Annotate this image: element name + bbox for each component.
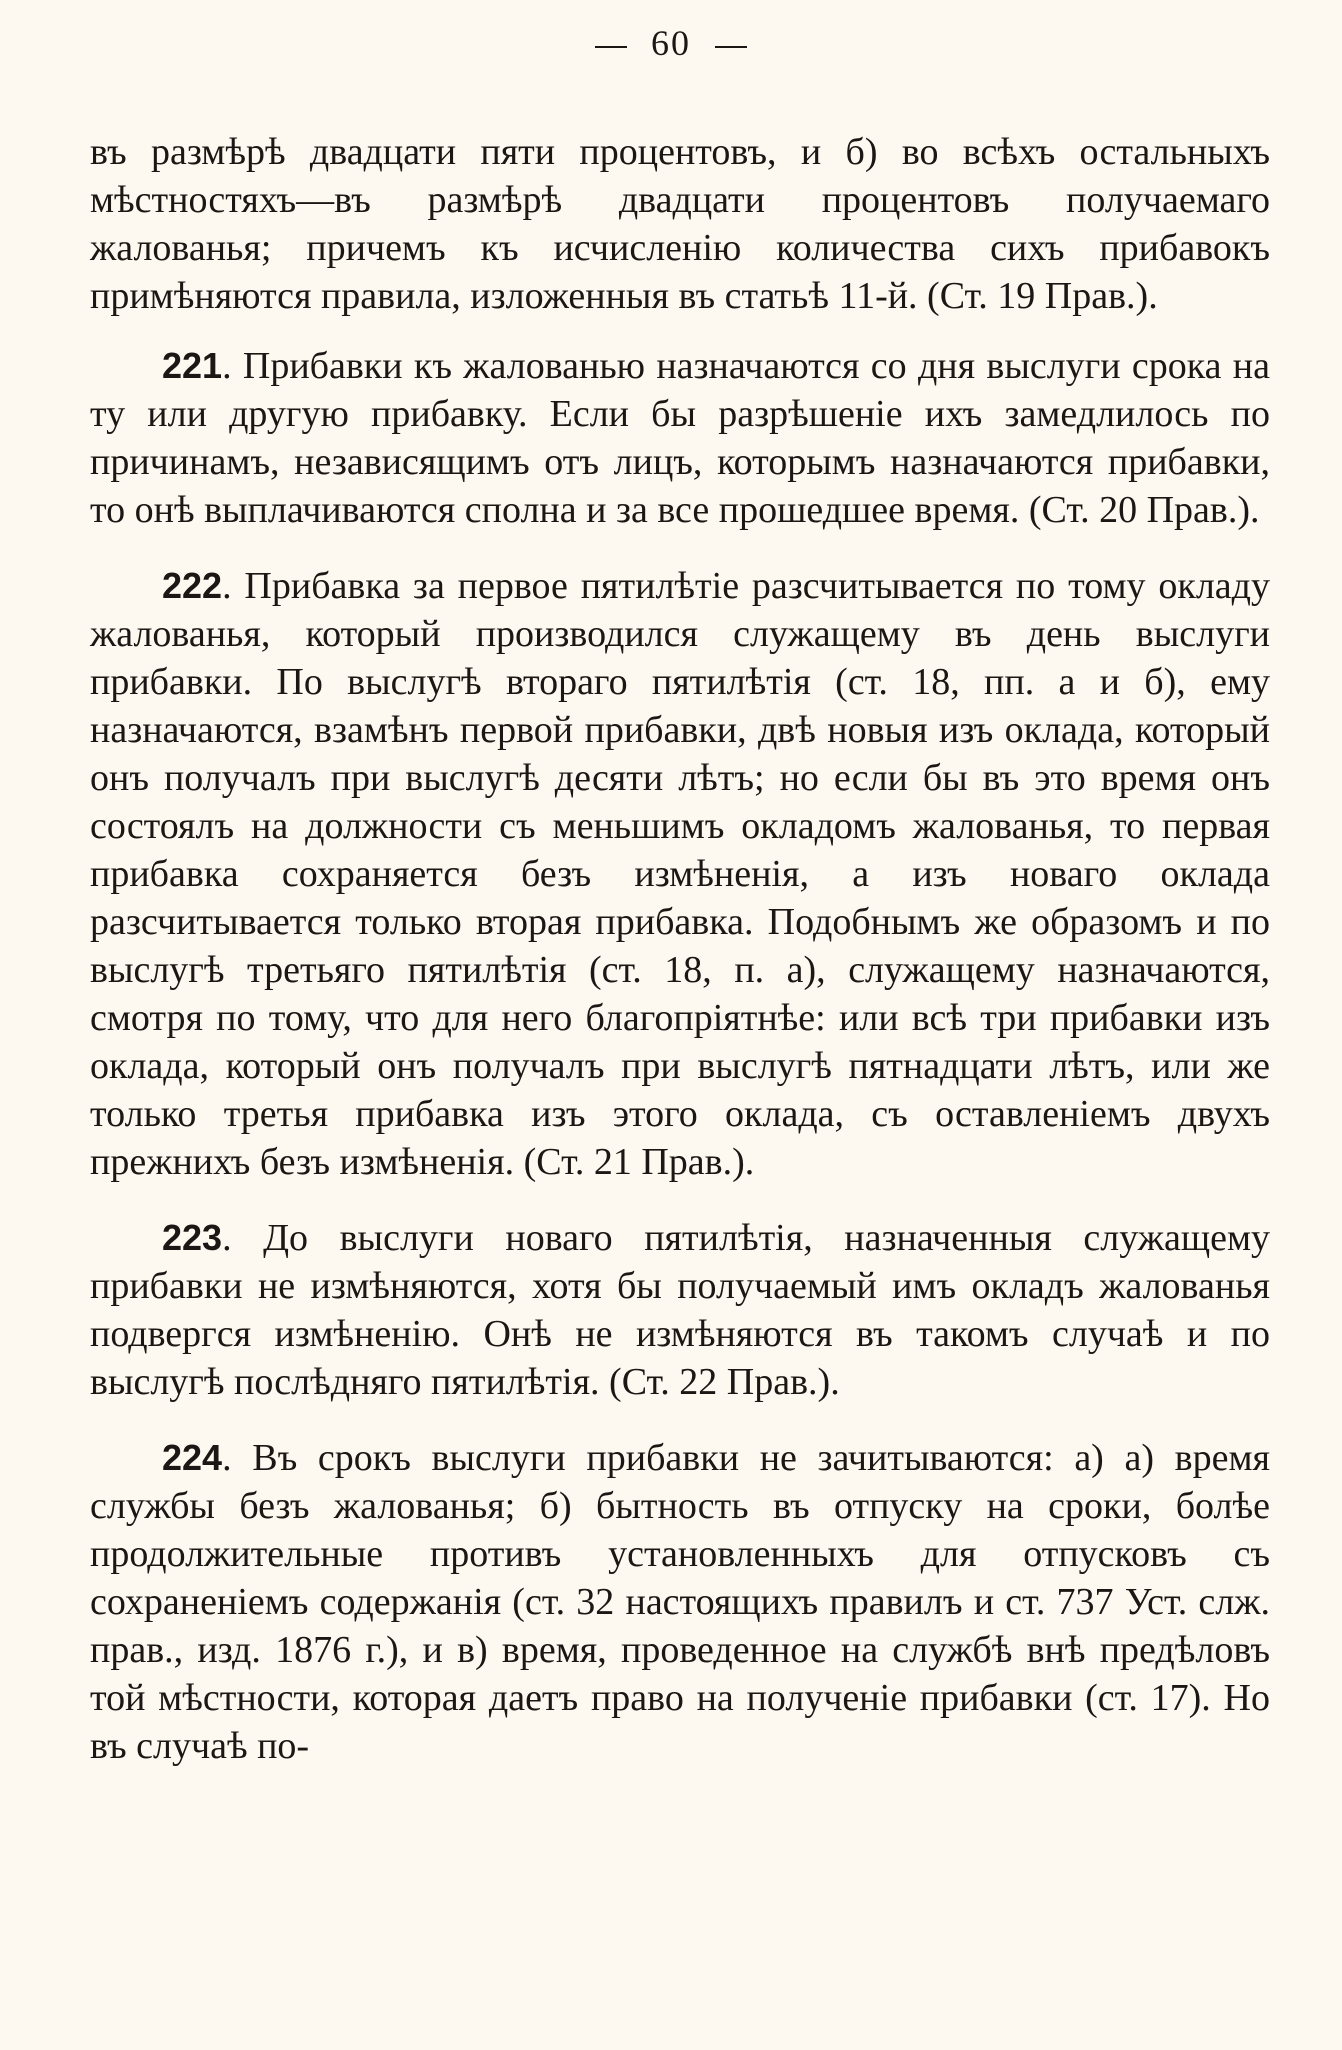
page-number: 60 [651, 23, 691, 63]
article-text: Прибавки къ жалованью назначаются со дня выслуги срока на ту или другую прибавку. Если бы разрѣшеніе ихъ замедлилось по причинамъ, независящимъ отъ лицъ, которымъ назначаются прибавки, то онѣ выплачиваются сполна и за все прошедшее время. (Ст. 20 Прав.). [90, 345, 1270, 531]
continuation-paragraph [90, 128, 1270, 320]
article-221: 221. Прибавки къ жалованью назначаются со дня выслуги срока на ту или другую прибавку. Если бы разрѣшеніе ихъ замедлилось по причинамъ, независящимъ отъ лицъ, которымъ назначаются прибавки, то онѣ выплачиваются сполна и за все прошедшее время. (Ст. 20 Прав.). [90, 345, 1270, 531]
article-number: 224 [162, 1437, 223, 1478]
article-223: 223. До выслуги новаго пятилѣтія, назначенныя служащему прибавки не измѣняются, хотя бы получаемый имъ окладъ жалованья подвергся измѣненію. Онѣ не измѣняются въ такомъ случаѣ и по выслугѣ послѣдняго пятилѣтія. (Ст. 22 Прав.). [90, 1217, 1271, 1403]
continuation-text: въ размѣрѣ двадцати пяти процентовъ, и б) во всѣхъ остальныхъ мѣстностяхъ—въ размѣрѣ двадцати процентовъ получаемаго жалованья; причемъ къ исчисленію количества сихъ прибавокъ примѣняются правила, изложенныя въ статьѣ 11-й. (Ст. 19 Прав.). [90, 131, 1270, 317]
article-text: Въ срокъ выслуги прибавки не зачитываются: а) а) время службы безъ жалованья; б) бытность въ отпуску на сроки, болѣе продолжительные противъ установленныхъ для отпусковъ съ сохраненіемъ содержанія (ст. 32 настоящихъ правилъ и ст. 737 Уст. слж. прав., изд. 1876 г.), и в) время, проведенное на службѣ внѣ предѣловъ той мѣстности, которая даетъ право на полученіе прибавки (ст. 17). Но въ случаѣ по- [90, 1437, 1271, 1767]
article-number: 222 [162, 565, 223, 606]
article-text: Прибавка за первое пятилѣтіе разсчитывается по тому окладу жалованья, который производился служащему въ день выслуги прибавки. По выслугѣ втораго пятилѣтія (ст. 18, пп. а и б), ему назначаются, взамѣнъ первой прибавки, двѣ новыя изъ оклада, который онъ получалъ при выслугѣ десяти лѣтъ; но если бы въ это время онъ состоялъ на должности съ меньшимъ окладомъ жалованья, то первая прибавка сохраняется безъ измѣненія, а изъ новаго оклада разсчитывается только вторая прибавка. Подобнымъ же образомъ и по выслугѣ третьяго пятилѣтія (ст. 18, п. а), служащему назначаются, смотря по тому, что для него благопріятнѣе: или всѣ три прибавки изъ оклада, который онъ получалъ при выслугѣ пятнадцати лѣтъ, или же только третья прибавка изъ этого оклада, съ оставленіемъ двухъ прежнихъ безъ измѣненія. (Ст. 21 Прав.). [90, 565, 1270, 1183]
article-224: 224. Въ срокъ выслуги прибавки не зачитываются: а) а) время службы безъ жалованья; б) бытность въ отпуску на сроки, болѣе продолжительные противъ установленныхъ для отпусковъ съ сохраненіемъ содержанія (ст. 32 настоящихъ правилъ и ст. 737 Уст. слж. прав., изд. 1876 г.), и в) время, проведенное на службѣ внѣ предѣловъ той мѣстности, которая даетъ право на полученіе прибавки (ст. 17). Но въ случаѣ по- [90, 1437, 1271, 1767]
body-text [90, 128, 1270, 1798]
article-number: 223 [162, 1217, 223, 1258]
article-text: До выслуги новаго пятилѣтія, назначенныя служащему прибавки не измѣняются, хотя бы получаемый имъ окладъ жалованья подвергся измѣненію. Онѣ не измѣняются въ такомъ случаѣ и по выслугѣ послѣдняго пятилѣтія. (Ст. 22 Прав.). [90, 1217, 1271, 1403]
page-header [0, 22, 1342, 64]
header-dash-right [715, 46, 747, 48]
article-222: 222. Прибавка за первое пятилѣтіе разсчитывается по тому окладу жалованья, который производился служащему въ день выслуги прибавки. По выслугѣ втораго пятилѣтія (ст. 18, пп. а и б), ему назначаются, взамѣнъ первой прибавки, двѣ новыя изъ оклада, который онъ получалъ при выслугѣ десяти лѣтъ; но если бы въ это время онъ состоялъ на должности съ меньшимъ окладомъ жалованья, то первая прибавка сохраняется безъ измѣненія, а изъ новаго оклада разсчитывается только вторая прибавка. Подобнымъ же образомъ и по выслугѣ третьяго пятилѣтія (ст. 18, п. а), служащему назначаются, смотря по тому, что для него благопріятнѣе: или всѣ три прибавки изъ оклада, который онъ получалъ при выслугѣ пятнадцати лѣтъ, или же только третья прибавка изъ этого оклада, съ оставленіемъ двухъ прежнихъ безъ измѣненія. (Ст. 21 Прав.). [90, 565, 1270, 1183]
header-dash-left [595, 46, 627, 48]
article-number: 221 [162, 345, 223, 386]
